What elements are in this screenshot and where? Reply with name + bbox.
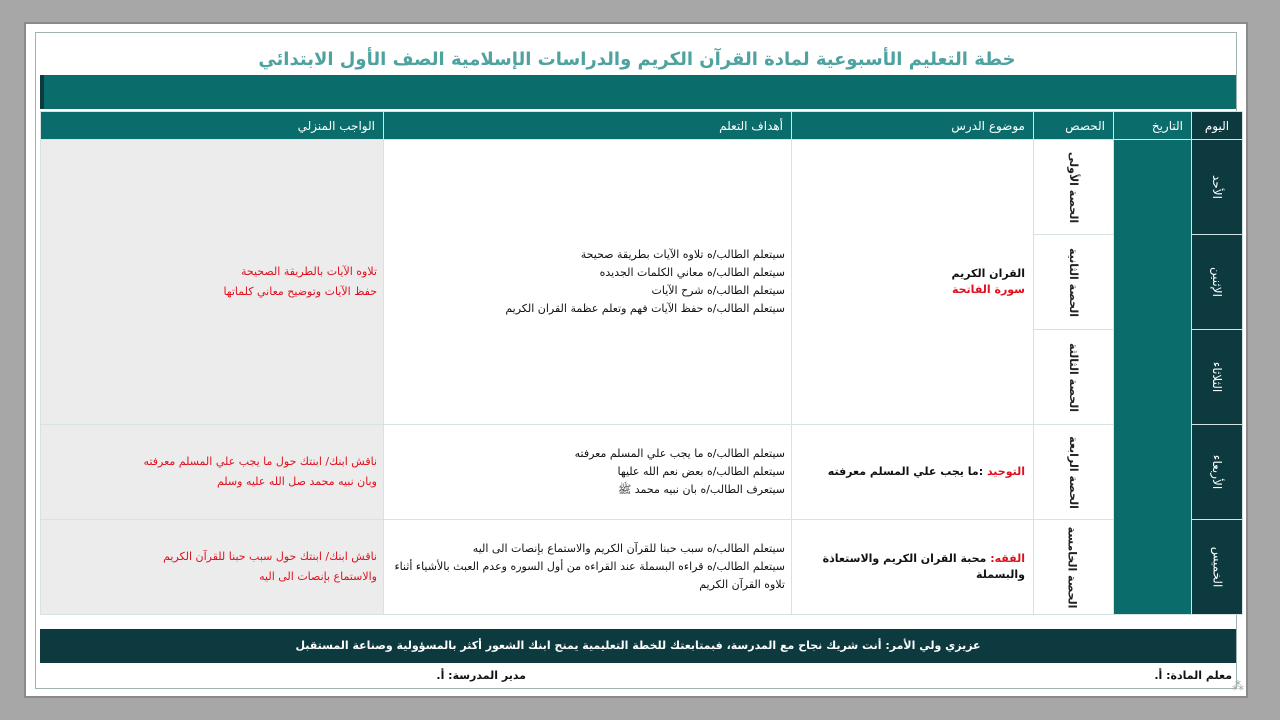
plan-sheet bbox=[35, 32, 1237, 689]
objectives-cell-quran bbox=[384, 140, 792, 425]
col-date-header: التاريخ bbox=[1114, 112, 1192, 140]
topic-text: :ما يجب علي المسلم معرفته bbox=[827, 465, 987, 479]
day-cell-sunday: الأحد bbox=[1192, 140, 1243, 235]
homework-item: ناقش ابنك/ ابنتك حول سبب حبنا للقرآن الكريم bbox=[163, 550, 377, 564]
col-periods-header: الحصص bbox=[1034, 112, 1114, 140]
signature-row bbox=[40, 665, 1236, 687]
objective-item: سيتعلم الطالب/ه سبب حبنا للقرآن الكريم والاستماع بإنصات الى اليه bbox=[472, 541, 785, 555]
objectives-cell-tawheed bbox=[384, 425, 792, 520]
header-band bbox=[40, 75, 1236, 109]
homework-cell-fiqh bbox=[41, 520, 384, 615]
homework-item: ناقش ابنك/ ابنتك حول ما يجب علي المسلم معرفته bbox=[143, 455, 377, 469]
period-cell-4: الحصة الرابعة bbox=[1034, 425, 1114, 520]
day-cell-monday: الإثنين bbox=[1192, 235, 1243, 330]
parent-note: عزيزي ولي الأمر: أنت شريك نجاح مع المدرسة، فبمتابعتك للخطة التعليمية يمنح ابنك الشعور أكثر بالمسؤولية وصناعة المستقبل bbox=[40, 629, 1236, 663]
homework-item: تلاوه الآيات بالطريقة الصحيحة bbox=[240, 265, 377, 279]
topic-label: التوحيد bbox=[986, 465, 1025, 479]
objective-item: سيتعرف الطالب/ه بان نبيه محمد ﷺ bbox=[617, 483, 785, 497]
day-cell-wednesday: الأربعاء bbox=[1192, 425, 1243, 520]
col-day-header: اليوم bbox=[1192, 112, 1243, 140]
col-objectives-header: أهداف التعلم bbox=[384, 112, 792, 140]
homework-item: حفظ الآيات وتوضيح معاني كلماتها bbox=[223, 285, 377, 298]
topic-surah: سورة الفاتحة bbox=[951, 283, 1025, 296]
teacher-signature: معلم المادة: أ. bbox=[1154, 669, 1232, 682]
homework-item: والاستماع بإنصات الى اليه bbox=[259, 570, 377, 583]
homework-cell-quran bbox=[41, 140, 384, 425]
topic-cell-quran bbox=[792, 140, 1034, 425]
weekly-plan-table bbox=[40, 111, 1243, 615]
objective-item: سيتعلم الطالب/ه تلاوه الآيات بطريقة صحيحة bbox=[580, 247, 785, 261]
topic-cell-tawheed bbox=[792, 425, 1034, 520]
principal-signature: مدير المدرسة: أ. bbox=[436, 669, 526, 682]
objective-item: سيتعلم الطالب/ه ما يجب علي المسلم معرفته bbox=[574, 446, 785, 460]
period-cell-5: الحصة الخامسة bbox=[1034, 520, 1114, 615]
date-cell bbox=[1114, 140, 1192, 615]
table-row bbox=[41, 520, 1243, 615]
topic-main: القران الكريم bbox=[951, 267, 1025, 281]
topic-label: الفقه: bbox=[990, 552, 1025, 566]
topic-text: محبة القران الكريم والاستعاذة والبسملة bbox=[822, 552, 1025, 581]
objective-item: سيتعلم الطالب/ه حفظ الآيات فهم وتعلم عظمة القران الكريم bbox=[505, 302, 785, 316]
topic-cell-fiqh bbox=[792, 520, 1034, 615]
period-cell-3: الحصة الثالثة bbox=[1034, 330, 1114, 425]
table-row bbox=[41, 140, 1243, 235]
objective-item: سيتعلم الطالب/ه معاني الكلمات الجديده bbox=[599, 265, 785, 279]
objective-item: سيتعلم الطالب/ه شرح الآيات bbox=[651, 284, 785, 297]
homework-item: وبان نبيه محمد صل الله عليه وسلم bbox=[216, 475, 377, 488]
day-cell-tuesday: الثلاثاء bbox=[1192, 330, 1243, 425]
col-homework-header: الواجب المنزلي bbox=[41, 112, 384, 140]
period-cell-2: الحصة الثانية bbox=[1034, 235, 1114, 330]
homework-cell-tawheed bbox=[41, 425, 384, 520]
col-topic-header: موضوع الدرس bbox=[792, 112, 1034, 140]
table-header-row bbox=[41, 112, 1243, 140]
objective-item: سيتعلم الطالب/ه قراءه البسملة عند القراءه من أول السوره وعدم العبث بالأشياء أثناء تلاوه القرآن الكريم bbox=[394, 559, 785, 592]
page-title: خطة التعليم الأسبوعية لمادة القرآن الكريم والدراسات الإسلامية الصف الأول الابتدائي bbox=[258, 49, 1016, 70]
objective-item: سيتعلم الطالب/ه بعض نعم الله عليها bbox=[617, 464, 785, 478]
slide-frame bbox=[24, 22, 1248, 698]
resize-grip-icon: ⁂ bbox=[1232, 679, 1244, 693]
table-row bbox=[41, 425, 1243, 520]
day-cell-thursday: الخميس bbox=[1192, 520, 1243, 615]
period-cell-1: الحصة الأولى bbox=[1034, 140, 1114, 235]
objectives-cell-fiqh bbox=[384, 520, 792, 615]
